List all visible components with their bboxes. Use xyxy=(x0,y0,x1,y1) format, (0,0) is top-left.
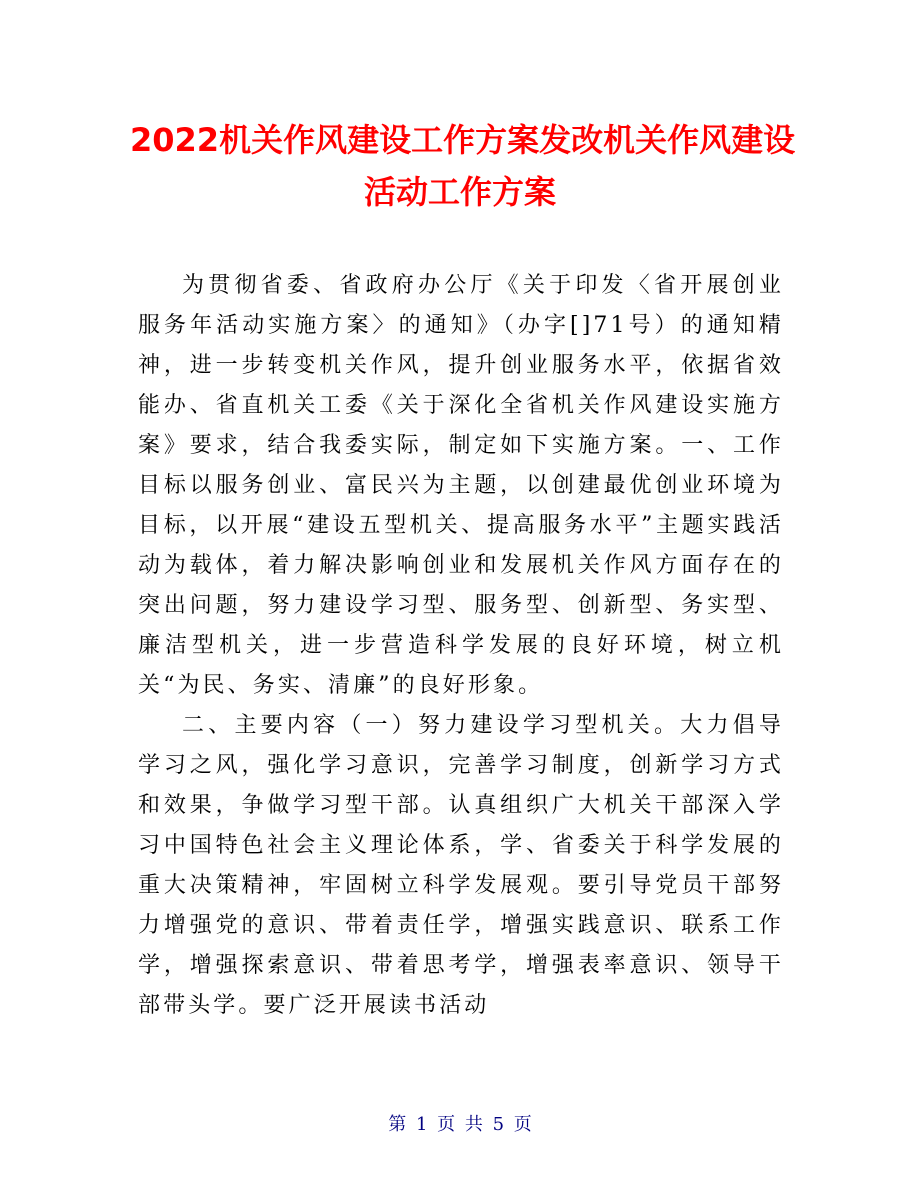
title-line-1: 2022机关作风建设工作方案发改机关作风建设 xyxy=(130,121,796,159)
title-line-2: 活动工作方案 xyxy=(363,173,556,211)
paragraph-2: 二、主要内容（一）努力建设学习型机关。大力倡导学习之风，强化学习意识，完善学习制度，创新学习方式和效果，争做学习型干部。认真组织广大机关干部深入学习中国特色社会主义理论体系，学、省委关于科学发展的重大决策精神，牢固树立科学发展观。要引导党员干部努力增强党的意识、带着责任学，增强实践意识、联系工作学，增强探索意识、带着思考学，增强表率意识、领导干部带头学。要广泛开展读书活动 xyxy=(138,713,784,1018)
page-number-footer: 第 1 页 共 5 页 xyxy=(388,1114,532,1135)
document-title xyxy=(130,114,796,218)
document-body xyxy=(138,266,784,1026)
paragraph-1: 为贯彻省委、省政府办公厅《关于印发〈省开展创业服务年活动实施方案〉的通知》（办字[]71号）的通知精神，进一步转变机关作风，提升创业服务水平，依据省效能办、省直机关工委《关于深化全省机关作风建设实施方案》要求，结合我委实际，制定如下实施方案。一、工作目标以服务创业、富民兴为主题，以创建最优创业环境为目标，以开展“建设五型机关、提高服务水平”主题实践活动为载体，着力解决影响创业和发展机关作风方面存在的突出问题，努力建设学习型、服务型、创新型、务实型、廉洁型机关，进一步营造科学发展的良好环境，树立机关“为民、务实、清廉”的良好形象。 xyxy=(138,273,784,698)
